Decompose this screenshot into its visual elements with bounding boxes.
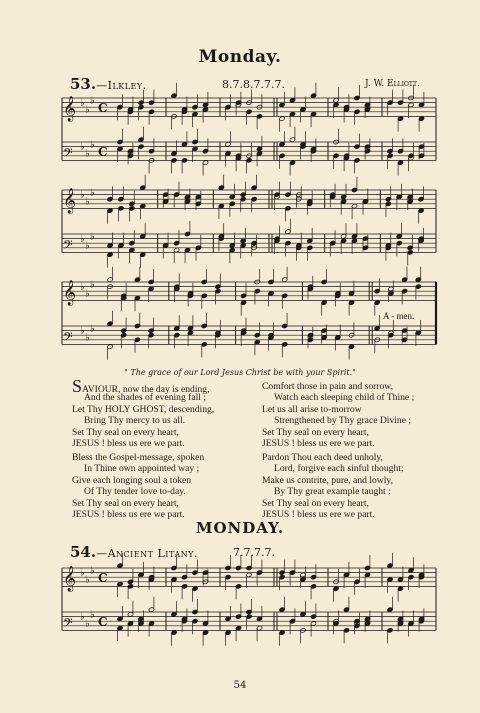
verse-line: Bless the Gospel-message, spoken <box>72 452 205 463</box>
treble-clef: 𝄞 <box>63 566 77 592</box>
flat-sign: ♭ <box>90 95 95 107</box>
drop-cap: S <box>72 376 83 396</box>
flat-sign: ♭ <box>85 196 90 208</box>
verse-line: Let Thy HOLY GHOST, descending, <box>72 403 215 415</box>
music-system-1 <box>60 92 440 176</box>
verse-line: Set Thy seal on every heart, <box>262 426 369 438</box>
page-number: 54 <box>233 680 247 691</box>
verse-line: Give each longing soul a token <box>72 474 192 486</box>
verse-line: JESUS ! bless us ere we part. <box>72 508 185 520</box>
verse-line: And the shades of evening fall ; <box>84 392 207 404</box>
page-title: Monday. <box>198 47 282 67</box>
verse-line: Comfort those in pain and sorrow, <box>262 381 394 392</box>
flat-sign: ♭ <box>80 141 85 153</box>
flat-sign: ♭ <box>80 281 85 293</box>
verse-line: Let us all arise to-morrow <box>262 403 362 415</box>
flat-sign: ♭ <box>85 288 90 300</box>
music-system-4 <box>60 562 440 646</box>
bass-clef: 𝄢 <box>63 615 73 634</box>
hymn-54-header <box>70 542 198 561</box>
verse-3 <box>262 381 414 449</box>
verse-line: JESUS ! bless us ere we part. <box>262 508 375 520</box>
verse-line: Watch each sleeping child of Thine ; <box>274 392 415 404</box>
scripture-quote: " The grace of our Lord Jesus Christ be with your Spirit." <box>124 368 356 377</box>
flat-sign: ♭ <box>90 323 95 335</box>
verse-2 <box>72 452 204 520</box>
verse-line: Strengthened by Thy grace Divine ; <box>274 415 412 427</box>
flat-sign: ♭ <box>80 611 85 623</box>
bass-clef: 𝄢 <box>63 237 73 256</box>
time-signature: C <box>98 144 108 159</box>
treble-clef: 𝄞 <box>63 280 77 306</box>
hymn-meter: 8.7.8.7.7.7. <box>222 78 285 91</box>
verse-1 <box>72 376 215 449</box>
section-title: MONDAY. <box>195 519 285 537</box>
verse-line: JESUS ! bless us ere we part. <box>72 437 185 449</box>
time-signature: C <box>98 100 108 115</box>
hymn-meter: 7.7.7.7. <box>233 546 275 559</box>
verse-line-text: AVIOUR, now the day is ending, <box>82 384 210 395</box>
verse-line: Set Thy seal on every heart, <box>72 426 179 438</box>
hymn-number: 53. <box>70 75 97 93</box>
verse-line: Bring Thy mercy to us all. <box>84 415 186 427</box>
flat-sign: ♭ <box>90 565 95 577</box>
flat-sign: ♭ <box>90 187 95 199</box>
verse-line: By Thy great example taught : <box>274 486 391 498</box>
flat-sign: ♭ <box>90 279 95 291</box>
verse-line: In Thine own appointed way ; <box>84 463 200 475</box>
flat-sign: ♭ <box>90 609 95 621</box>
verse-line: Of Thy tender love to-day. <box>84 486 186 498</box>
flat-sign: ♭ <box>80 233 85 245</box>
hymn-53-header <box>70 74 147 93</box>
bass-clef: 𝄢 <box>63 145 73 164</box>
flat-sign: ♭ <box>80 567 85 579</box>
verse-line <box>72 376 214 396</box>
hymn-tune-name: —Ilkley. <box>96 79 147 92</box>
time-signature: C <box>98 570 108 585</box>
flat-sign: ♭ <box>80 97 85 109</box>
treble-clef: 𝄞 <box>63 96 77 122</box>
hymn-number: 54. <box>70 543 97 561</box>
hymn-tune-name: —Ancient Litany. <box>96 547 198 560</box>
amen-lyric: A - men. <box>383 311 415 321</box>
flat-sign: ♭ <box>85 332 90 344</box>
flat-sign: ♭ <box>80 189 85 201</box>
bass-clef: 𝄢 <box>63 329 73 348</box>
flat-sign: ♭ <box>85 618 90 630</box>
flat-sign: ♭ <box>80 325 85 337</box>
flat-sign: ♭ <box>85 148 90 160</box>
hymn-composer: J. W. Elliott. <box>365 79 420 89</box>
verse-line: Lord, forgive each sinful thought; <box>274 463 404 475</box>
verse-line: Pardon Thou each deed unholy, <box>262 452 383 463</box>
verse-line: Set Thy seal on every heart, <box>262 497 369 509</box>
flat-sign: ♭ <box>90 231 95 243</box>
verse-4 <box>262 452 404 520</box>
flat-sign: ♭ <box>90 139 95 151</box>
music-system-2 <box>60 184 440 268</box>
treble-clef: 𝄞 <box>63 188 77 214</box>
verse-line: JESUS ! bless us ere we part. <box>262 437 375 449</box>
time-signature: C <box>98 614 108 629</box>
flat-sign: ♭ <box>85 104 90 116</box>
flat-sign: ♭ <box>85 240 90 252</box>
verse-line: Make us contrite, pure, and lowly, <box>262 474 393 486</box>
verse-line: Set Thy seal on every heart, <box>72 497 179 509</box>
flat-sign: ♭ <box>85 574 90 586</box>
